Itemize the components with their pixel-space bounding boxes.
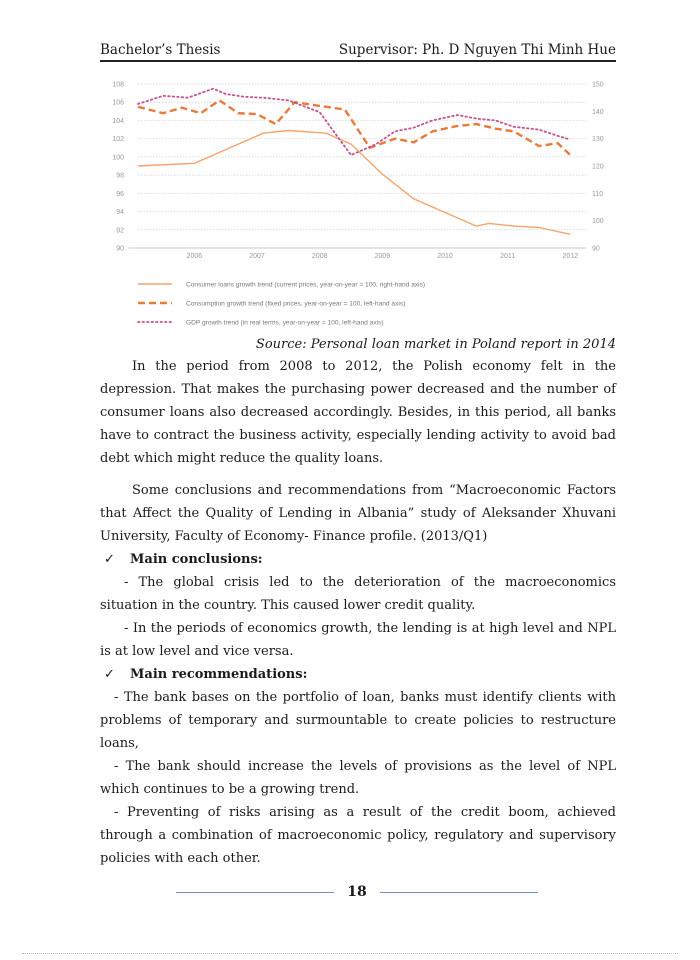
left-axis (112, 82, 124, 253)
x-tick-label: 2011 (500, 253, 516, 260)
footer-rule-right (380, 892, 538, 893)
conclusion-item-1: - The global crisis led to the deterioration of the macroeconomics situation in the country. This caused lower credit quality. (100, 575, 616, 613)
page-number: 18 (347, 884, 367, 900)
right-tick-label: 150 (592, 81, 604, 89)
left-tick-label: 90 (116, 245, 124, 253)
conclusions-title: Main conclusions: (130, 552, 263, 567)
x-axis (128, 248, 586, 260)
right-tick-label: 120 (592, 163, 604, 171)
footer-rule-left (176, 892, 334, 893)
conclusions-heading (104, 548, 616, 571)
paragraph-2: Some conclusions and recommendations from “Macroeconomic Factors that Affect the Quality of Lending in Albania” study of Aleksander Xhuvani University, Faculty of Economy- Finance profile. (2013/Q1) (100, 483, 616, 544)
legend-consumption-label: Consumption growth trend (fixed prices, year-on-year = 100, left-hand axis) (186, 300, 406, 308)
left-tick-label: 94 (116, 209, 124, 217)
recommendation-item-3: - Preventing of risks arising as a result of the credit boom, achieved through a combination of macroeconomic policy, regulatory and supervisory policies with each other. (100, 805, 616, 866)
paragraph-1: In the period from 2008 to 2012, the Polish economy felt in the depression. That makes the purchasing power decreased and the number of consumer loans also decreased accordingly. Besides, in this period, all banks have to contract the business activity, especially lending activity to avoid bad debt which might reduce the quality loans. (100, 359, 616, 466)
consumer-loans-line (138, 131, 570, 235)
right-tick-label: 140 (592, 108, 604, 116)
legend-gdp-label: GDP growth trend (in real terms, year-on-year = 100, left-hand axis) (186, 319, 384, 327)
recommendations-heading (104, 663, 616, 686)
chart-legend (138, 282, 425, 327)
page-footer (176, 884, 538, 904)
x-tick-label: 2008 (311, 253, 328, 260)
right-tick-label: 90 (592, 245, 600, 253)
left-tick-label: 98 (116, 172, 124, 180)
checkmark-icon: ✓ (104, 552, 115, 567)
header-thesis-label: Bachelor’s Thesis (100, 42, 221, 58)
recommendation-item-1: - The bank bases on the portfolio of loan, banks must identify clients with problems of temporary and surmountable to create policies to restructure loans, (100, 690, 616, 751)
x-tick-label: 2009 (374, 253, 391, 260)
header-supervisor: Supervisor: Ph. D Nguyen Thi Minh Hue (338, 42, 616, 58)
left-tick-label: 108 (112, 81, 124, 89)
page-header (100, 40, 616, 62)
left-tick-label: 100 (112, 154, 124, 162)
chart-source: Source: Personal loan market in Poland report in 2014 (255, 337, 616, 352)
left-tick-label: 104 (112, 117, 124, 125)
right-axis (592, 82, 604, 253)
legend-consumer-loans-label: Consumer loans growth trend (current prices, year-on-year = 100, right-hand axis) (186, 281, 426, 289)
recommendations-title: Main recommendations: (130, 667, 308, 682)
left-tick-label: 106 (112, 99, 124, 107)
body-text (100, 355, 616, 870)
left-tick-label: 92 (116, 227, 124, 235)
right-tick-label: 130 (592, 136, 604, 144)
conclusion-item-2: - In the periods of economics growth, the lending is at high level and NPL is at low level and vice versa. (100, 621, 616, 659)
recommendation-item-2: - The bank should increase the levels of provisions as the level of NPL which continues to be a growing trend. (100, 759, 616, 797)
checkmark-icon: ✓ (104, 667, 115, 682)
page-bottom-rule (22, 953, 678, 954)
left-tick-label: 102 (112, 136, 124, 144)
right-tick-label: 110 (592, 190, 604, 198)
left-tick-label: 96 (116, 190, 124, 198)
x-tick-label: 2010 (437, 253, 453, 260)
x-tick-label: 2007 (249, 253, 265, 260)
x-tick-label: 2006 (186, 253, 203, 260)
chart-grid (138, 84, 586, 248)
right-tick-label: 100 (592, 218, 604, 226)
loan-growth-chart (100, 72, 616, 334)
x-tick-label: 2012 (562, 253, 579, 260)
chart-series (138, 89, 570, 235)
